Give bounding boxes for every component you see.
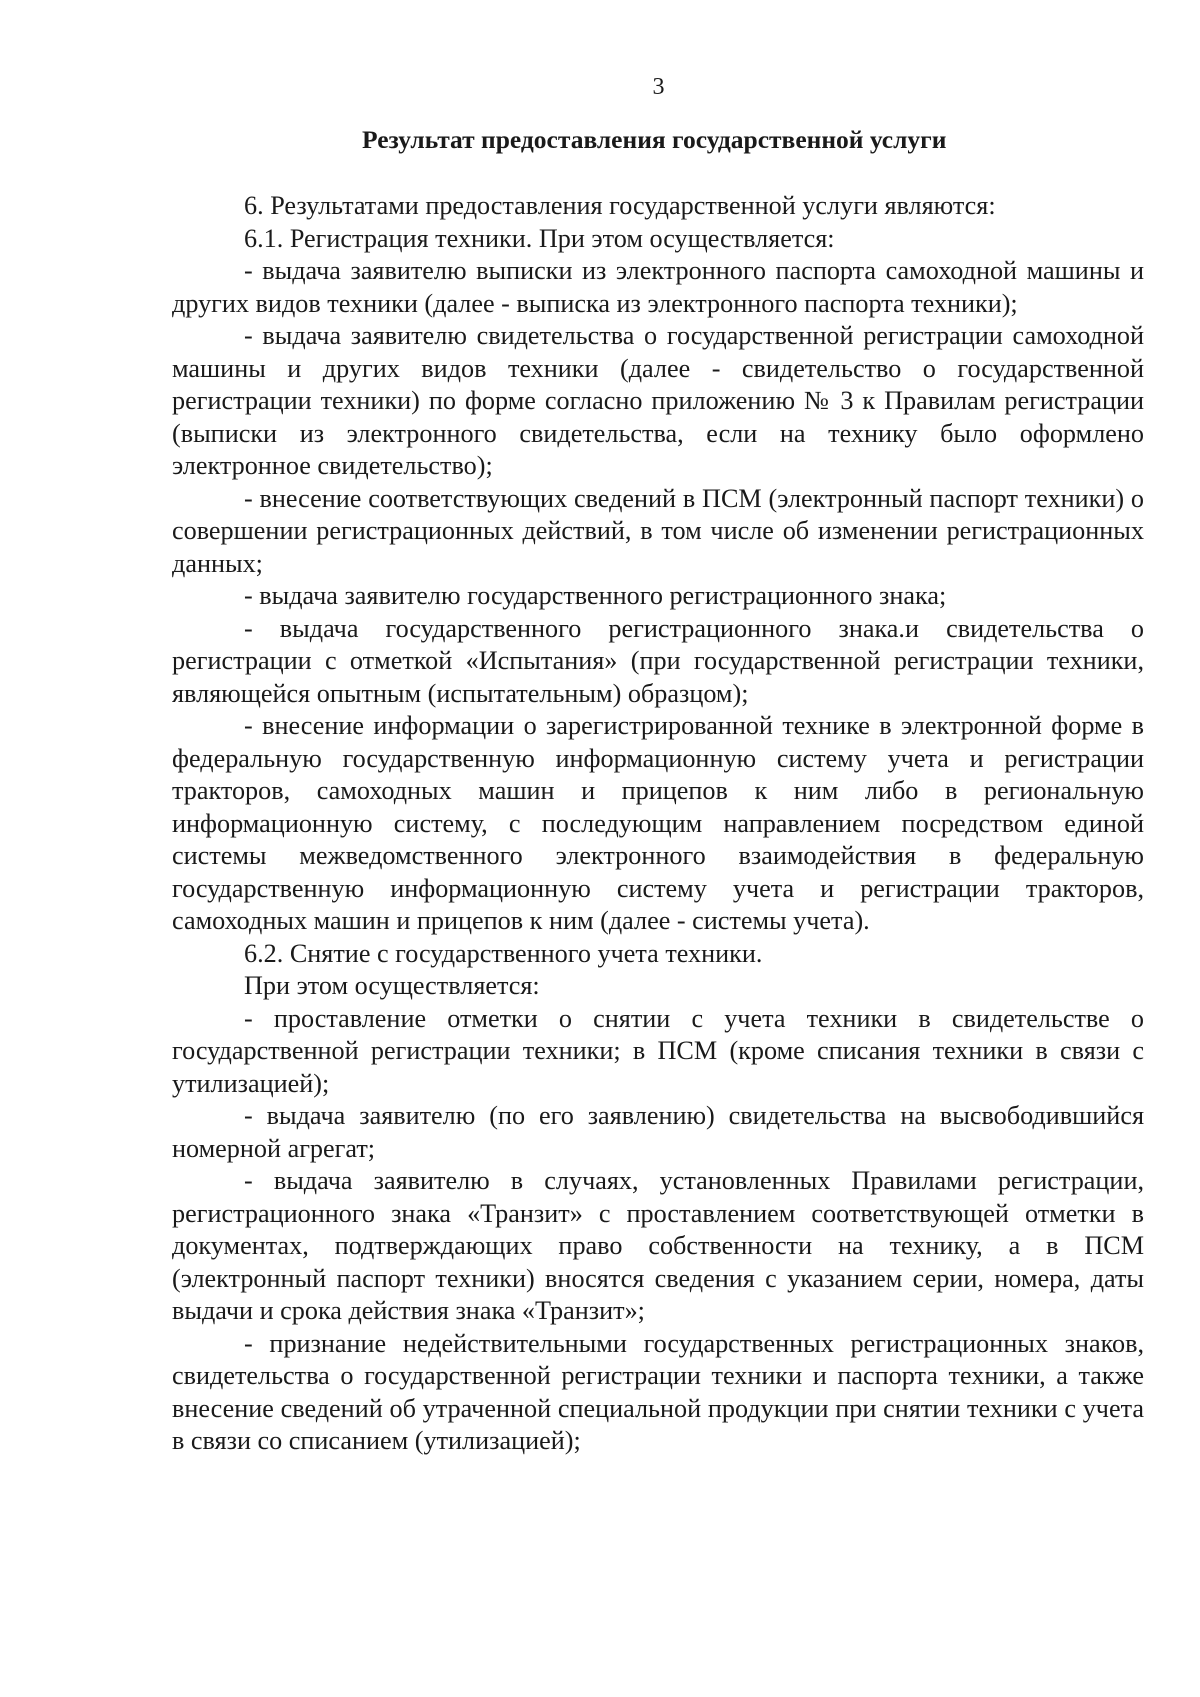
paragraph-item: - внесение соответствующих сведений в ПСМ (электронный паспорт техники) о совершении регистрационных действий, в том числе об изменении регистрационных данных; <box>172 483 1144 578</box>
paragraph-item: - выдача заявителю свидетельства о государственной регистрации самоходной машины и других видов техники (далее - свидетельство о государственной регистрации техники) по форме согласно приложению № 3 к Правилам регистрации (выписки из электронного свидетельства, если на технику было оформлено электронное свидетельство); <box>172 321 1144 480</box>
paragraph-item: - выдача государственного регистрационного знака.и свидетельства о регистрации с отметкой «Испытания» (при государственной регистрации техники, являющейся опытным (испытательным) образцом); <box>172 613 1144 708</box>
paragraph-item: - проставление отметки о снятии с учета техники в свидетельстве о государственной регистрации техники; в ПСМ (кроме списания техники в связи с утилизацией); <box>172 1003 1144 1098</box>
paragraph-results-intro: 6. Результатами предоставления государственной услуги являются: <box>244 191 996 220</box>
paragraph-subtitle: При этом осуществляется: <box>244 971 540 1000</box>
section-heading: Результат предоставления государственной услуги <box>362 125 947 154</box>
paragraph-registration-title: 6.1. Регистрация техники. При этом осуществляется: <box>244 223 835 253</box>
page-number: 3 <box>652 74 665 100</box>
paragraph-item: - выдача заявителю выписки из электронного паспорта самоходной машины и других видов техники (далее - выписка из электронного паспорта техники); <box>172 256 1144 318</box>
paragraph-item: - выдача заявителю (по его заявлению) свидетельства на высвободившийся номерной агрегат; <box>172 1101 1144 1163</box>
paragraph-deregistration-title: 6.2. Снятие с государственного учета техники. <box>244 938 763 968</box>
paragraph-item: - выдача заявителю государственного регистрационного знака; <box>244 581 947 610</box>
paragraph-item: - выдача заявителю в случаях, установленных Правилами регистрации, регистрационного знака «Транзит» с проставлением соответствующей отметки в документах, подтверждающих право собственности на технику, а в ПСМ (электронный паспорт техники) вносятся сведения с указанием серии, номера, даты выдачи и срока действия знака «Транзит»; <box>172 1166 1144 1325</box>
body-text <box>172 190 1144 1458</box>
paragraph-item: - внесение информации о зарегистрированной технике в электронной форме в федеральную государственную информационную систему учета и регистрации тракторов, самоходных машин и прицепов к ним либо в региональную информационную систему, с последующим направлением посредством единой системы межведомственного электронного взаимодействия в федеральную государственную информационную систему учета и регистрации тракторов, самоходных машин и прицепов к ним (далее - системы учета). <box>172 711 1144 935</box>
paragraph-item: - признание недействительными государственных регистрационных знаков, свидетельства о государственной регистрации техники и паспорта техники, а также внесение сведений об утраченной специальной продукции при снятии техники с учета в связи со списанием (утилизацией); <box>172 1328 1144 1455</box>
